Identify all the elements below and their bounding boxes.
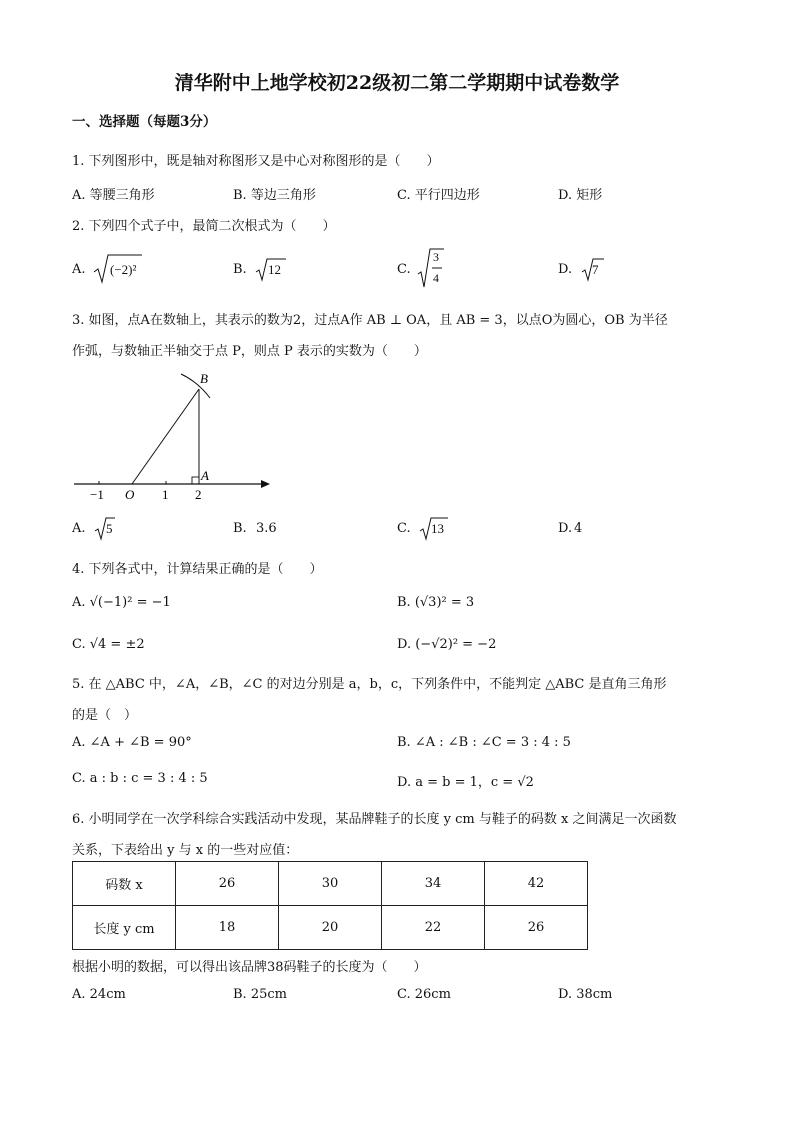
question-6-stem-line2: 关系，下表给出 y 与 x 的一些对应值： bbox=[72, 843, 299, 858]
q3-label-a: A. bbox=[72, 521, 86, 536]
question-3-stem-line1: 3. 如图，点A在数轴上，其表示的数为2，过点A作 AB ⊥ OA，且 AB = 3，以点O为圆心，OB 为半径 bbox=[72, 313, 668, 328]
tick-1: 1 bbox=[162, 487, 169, 502]
q3-value-b: 3.6 bbox=[256, 521, 277, 536]
number-line-figure bbox=[70, 365, 280, 505]
axis-arrow bbox=[261, 480, 270, 488]
q1-option-d: D. 矩形 bbox=[558, 188, 603, 203]
question-6-follow: 根据小明的数据，可以得出该品牌38码鞋子的长度为（ ） bbox=[72, 960, 427, 975]
q3-value-a: 5 bbox=[106, 521, 113, 536]
page-title: 清华附中上地学校初22级初二第二学期期中试卷数学 bbox=[174, 72, 620, 94]
table-cell: 30 bbox=[279, 862, 382, 906]
q2-radicand-c-den: 4 bbox=[433, 271, 439, 285]
q3-label-d: D. bbox=[558, 521, 573, 536]
table-cell: 18 bbox=[176, 906, 279, 950]
q2-label-d: D. bbox=[558, 262, 573, 277]
question-5-stem-line1: 5. 在 △ABC 中，∠A，∠B，∠C 的对边分别是 a，b，c，下列条件中，不能判定 △ABC 是直角三角形 bbox=[72, 677, 667, 692]
question-3-stem-line2: 作弧，与数轴正半轴交于点 P，则点 P 表示的实数为（ ） bbox=[72, 344, 427, 359]
table-cell: 26 bbox=[484, 906, 587, 950]
q1-option-b: B. 等边三角形 bbox=[233, 188, 316, 203]
q3-radical-a bbox=[93, 515, 117, 541]
q2-radical-c bbox=[416, 246, 446, 290]
q3-value-c: 13 bbox=[431, 521, 444, 536]
q6-option-c: C. 26cm bbox=[397, 987, 451, 1002]
question-5-stem-line2: 的是（ ） bbox=[72, 708, 138, 723]
q2-radicand-c-num: 3 bbox=[433, 250, 439, 264]
question-6-stem-line1: 6. 小明同学在一次学科综合实践活动中发现，某品牌鞋子的长度 y cm 与鞋子的码数 x 之间满足一次函数 bbox=[72, 812, 677, 827]
question-2-stem: 2. 下列四个式子中，最简二次根式为（ ） bbox=[72, 219, 336, 234]
tick-2: 2 bbox=[195, 487, 202, 502]
segment-ob bbox=[132, 389, 199, 484]
q2-label-c: C. bbox=[397, 262, 411, 277]
q5-option-a: A. ∠A + ∠B = 90° bbox=[72, 735, 192, 750]
section-heading: 一、选择题（每题3分） bbox=[72, 114, 217, 130]
q2-label-a: A. bbox=[72, 262, 86, 277]
table-cell: 码数 x bbox=[73, 862, 176, 906]
table-row bbox=[73, 906, 588, 950]
q6-option-d: D. 38cm bbox=[558, 987, 613, 1002]
table-cell: 26 bbox=[176, 862, 279, 906]
shoe-size-table bbox=[72, 861, 588, 950]
question-1-stem: 1. 下列图形中，既是轴对称图形又是中心对称图形的是（ ） bbox=[72, 154, 440, 169]
q2-radicand-a: (−2)² bbox=[110, 262, 137, 277]
q3-label-b: B. bbox=[233, 521, 247, 536]
q1-option-a: A. 等腰三角形 bbox=[72, 188, 155, 203]
q4-option-a: A. √(−1)² = −1 bbox=[72, 595, 171, 610]
table-cell: 42 bbox=[484, 862, 587, 906]
right-angle-mark bbox=[192, 477, 199, 484]
table-row bbox=[73, 862, 588, 906]
label-b: B bbox=[200, 371, 208, 386]
table-cell: 长度 y cm bbox=[73, 906, 176, 950]
q2-radicand-d: 7 bbox=[592, 262, 599, 277]
tick-neg1: −1 bbox=[90, 487, 104, 502]
q6-option-a: A. 24cm bbox=[72, 987, 126, 1002]
table-cell: 34 bbox=[382, 862, 485, 906]
table-cell: 22 bbox=[382, 906, 485, 950]
question-4-stem: 4. 下列各式中，计算结果正确的是（ ） bbox=[72, 562, 323, 577]
q6-option-b: B. 25cm bbox=[233, 987, 287, 1002]
q4-option-d: D. (−√2)² = −2 bbox=[397, 637, 497, 652]
q4-option-c: C. √4 = ±2 bbox=[72, 637, 145, 652]
q5-option-d: D. a = b = 1，c = √2 bbox=[397, 775, 534, 790]
q4-option-b: B. (√3)² = 3 bbox=[397, 595, 475, 610]
label-o: O bbox=[125, 487, 135, 502]
q3-label-c: C. bbox=[397, 521, 411, 536]
label-a: A bbox=[201, 468, 209, 483]
q2-label-b: B. bbox=[233, 262, 247, 277]
q1-option-c: C. 平行四边形 bbox=[397, 188, 480, 203]
q2-radicand-b: 12 bbox=[268, 262, 281, 277]
q5-option-c: C. a : b : c = 3 : 4 : 5 bbox=[72, 771, 208, 786]
q3-value-d: 4 bbox=[574, 521, 583, 536]
q5-option-b: B. ∠A : ∠B : ∠C = 3 : 4 : 5 bbox=[397, 735, 571, 750]
table-cell: 20 bbox=[279, 906, 382, 950]
